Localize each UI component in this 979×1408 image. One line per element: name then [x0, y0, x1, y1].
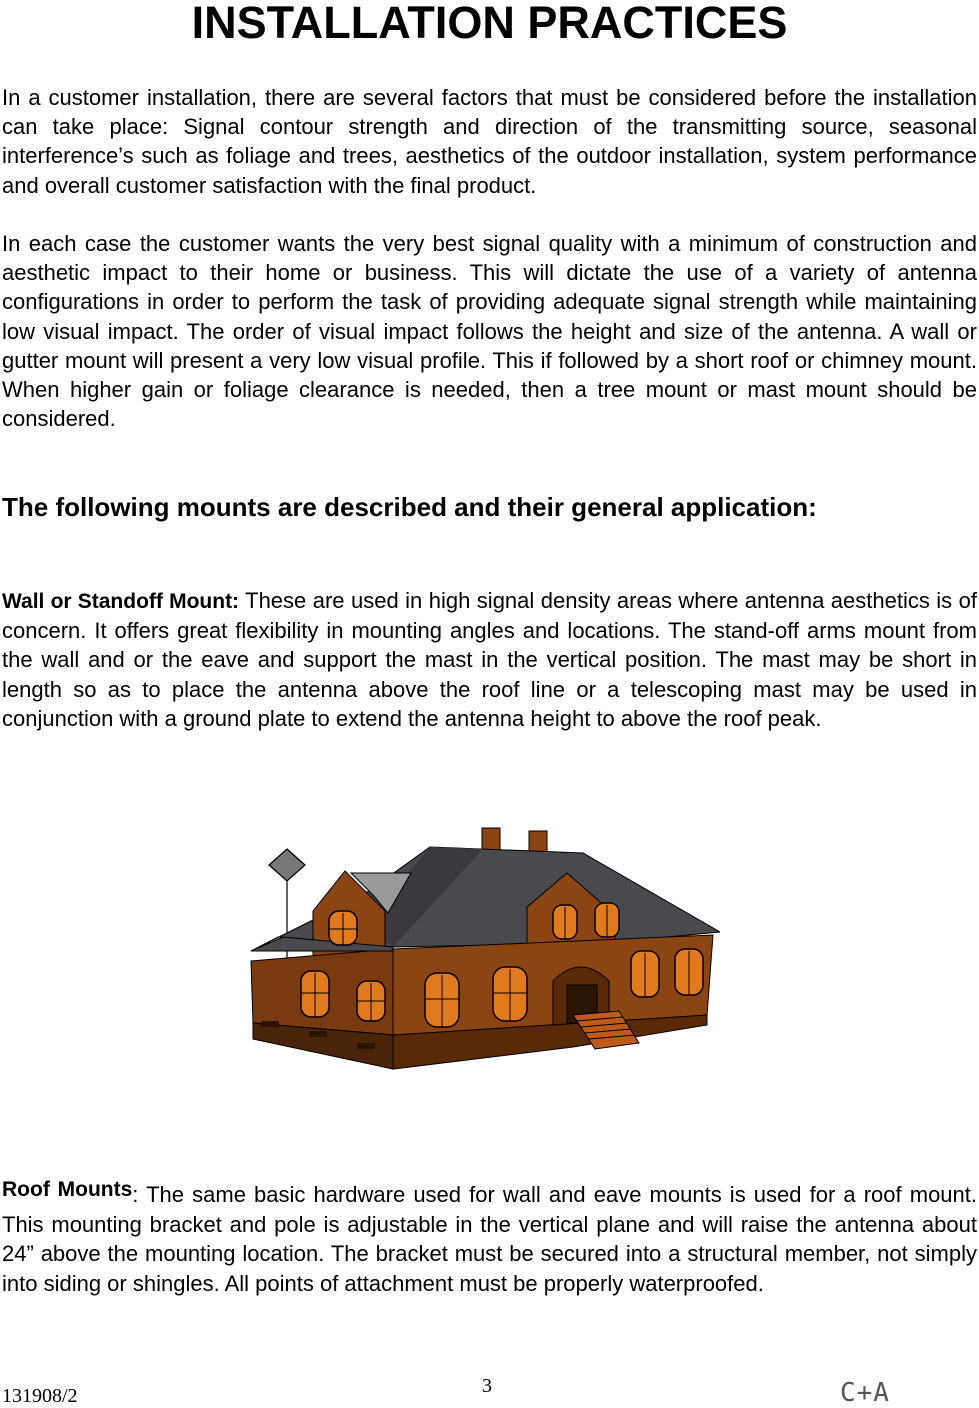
document-number: 131908/2	[2, 1385, 78, 1407]
wall-mount-label: Wall or Standoff Mount:	[2, 590, 240, 613]
roof-mounts-label: Roof Mounts	[2, 1178, 133, 1201]
roof-mounts-paragraph	[2, 1180, 977, 1298]
footer-mark: C+A	[840, 1378, 890, 1408]
intro-paragraph: In a customer installation, there are several factors that must be considered before the installation can take place: Signal contour strength and direction of the transmitting source, seasonal interference’s such as foliage and trees, aesthetics of the outdoor installation, system performance and overall customer satisfaction with the final product.	[2, 85, 977, 198]
wall-mount-text: These are used in high signal density areas where antenna aesthetics is of concern. It offers great flexibility in mounting angles and locations. The stand-off arms mount from the wall and or the eave and support the mast in the vertical position. The mast may be short in length so as to place the antenna above the roof line or a telescoping mast may be used in conjunction with a ground plate to extend the antenna height to above the roof peak.	[2, 588, 977, 731]
roof-mounts-text: : The same basic hardware used for wall and eave mounts is used for a roof mount. This mounting bracket and pole is adjustable in the vertical plane and will raise the antenna about 24” above the mounting location. The bracket must be secured into a structural member, not simply into siding or shingles. All points of attachment must be properly waterproofed.	[2, 1182, 978, 1296]
mounts-subheading: The following mounts are described and their general application:	[2, 492, 817, 522]
page-title: INSTALLATION PRACTICES	[191, 0, 788, 48]
house-with-wall-mount-antenna-illustration	[243, 825, 720, 1075]
page-number: 3	[482, 1375, 492, 1397]
impact-paragraph: In each case the customer wants the very best signal quality with a minimum of construction and aesthetic impact to their home or business. This will dictate the use of a variety of antenna configurations in order to perform the task of providing adequate signal strength while maintaining low visual impact. The order of visual impact follows the height and size of the antenna. A wall or gutter mount will present a very low visual profile. This if followed by a short roof or chimney mount. When higher gain or foliage clearance is needed, then a tree mount or mast mount should be considered.	[2, 231, 977, 432]
wall-mount-paragraph	[2, 586, 977, 733]
